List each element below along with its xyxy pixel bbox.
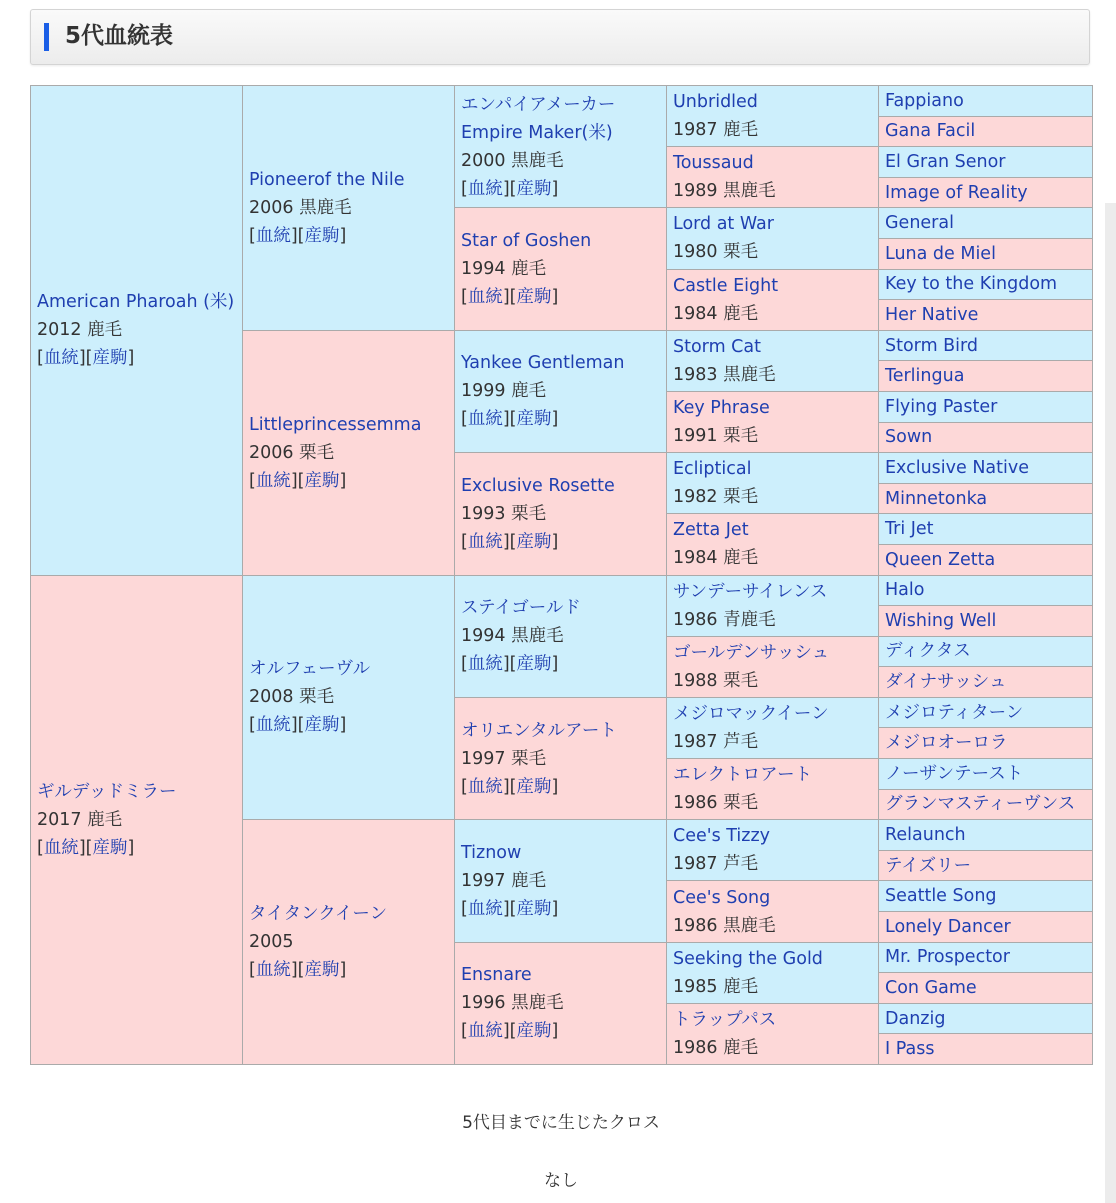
ancestor-name-link[interactable]: Cee's Song bbox=[673, 887, 771, 908]
ancestor-cell-gen5-12 bbox=[879, 453, 1093, 484]
ancestor-name-link[interactable]: El Gran Senor bbox=[885, 151, 1006, 172]
ancestor-name-link[interactable]: ステイゴールド bbox=[461, 598, 581, 619]
ancestor-name-link[interactable]: テイズリー bbox=[885, 855, 972, 876]
inbreeding-title: 5代目までに生じたクロス bbox=[462, 1113, 660, 1133]
ancestor-info: 1993 栗毛 bbox=[461, 503, 547, 524]
ancestor-info: 1994 黒鹿毛 bbox=[461, 626, 564, 647]
ancestor-name-link[interactable]: メジロオーロラ bbox=[885, 733, 1008, 754]
progeny-link[interactable]: 産駒 bbox=[516, 776, 552, 797]
ancestor-cell-gen2-3 bbox=[243, 820, 455, 1065]
pedigree-link[interactable]: 血統 bbox=[467, 178, 503, 199]
ancestor-info: 2005 bbox=[249, 932, 294, 953]
ancestor-name-link[interactable]: Seeking the Gold bbox=[673, 948, 823, 969]
ancestor-name-link[interactable]: Pioneerof the Nile bbox=[249, 169, 405, 190]
ancestor-cell-gen5-23 bbox=[879, 789, 1093, 820]
ancestor-name-link[interactable]: Key Phrase bbox=[673, 398, 770, 419]
ancestor-info: 1986 黒鹿毛 bbox=[673, 915, 776, 936]
ancestor-cell-gen5-1 bbox=[879, 116, 1093, 147]
progeny-link[interactable]: 産駒 bbox=[304, 225, 340, 246]
ancestor-links: [血統][産駒] bbox=[461, 287, 559, 308]
ancestor-cell-gen5-10 bbox=[879, 391, 1093, 422]
ancestor-name-link[interactable]: メジロマックイーン bbox=[673, 703, 829, 724]
section-title: 5代血統表 bbox=[65, 23, 174, 49]
ancestor-info: 1982 栗毛 bbox=[673, 487, 759, 508]
ancestor-name-link[interactable]: Sown bbox=[885, 427, 933, 448]
ancestor-info: 1996 黒鹿毛 bbox=[461, 993, 564, 1014]
ancestor-info: 1988 栗毛 bbox=[673, 670, 759, 691]
section-accent-bar bbox=[44, 23, 49, 51]
ancestor-info: 2008 栗毛 bbox=[249, 687, 335, 708]
ancestor-info: 2012 鹿毛 bbox=[37, 320, 123, 341]
ancestor-cell-gen5-17 bbox=[879, 606, 1093, 637]
ancestor-cell-gen3-0 bbox=[455, 86, 667, 208]
progeny-link[interactable]: 産駒 bbox=[516, 287, 552, 308]
ancestor-cell-gen2-2 bbox=[243, 575, 455, 820]
ancestor-cell-gen5-18 bbox=[879, 636, 1093, 667]
ancestor-name-link[interactable]: ゴールデンサッシュ bbox=[673, 642, 830, 663]
ancestor-cell-gen5-30 bbox=[879, 1003, 1093, 1034]
ancestor-links: [血統][産駒] bbox=[461, 898, 559, 919]
ancestor-cell-gen5-22 bbox=[879, 759, 1093, 790]
ancestor-name-link[interactable]: Key to the Kingdom bbox=[885, 274, 1058, 295]
ancestor-name-link[interactable]: American Pharoah (米) bbox=[37, 292, 235, 313]
pedigree-row bbox=[31, 575, 1093, 606]
pedigree-link[interactable]: 血統 bbox=[467, 409, 503, 430]
ancestor-info: 1983 黒鹿毛 bbox=[673, 364, 776, 385]
ancestor-cell-gen1-0 bbox=[31, 86, 243, 576]
ancestor-links: [血統][産駒] bbox=[461, 654, 559, 675]
ancestor-name-link[interactable]: ディクタス bbox=[885, 641, 971, 662]
pedigree-link[interactable]: 血統 bbox=[255, 225, 291, 246]
ancestor-name-link[interactable]: Relaunch bbox=[885, 825, 966, 846]
ancestor-links: [血統][産駒] bbox=[249, 715, 347, 736]
ancestor-info: 2000 黒鹿毛 bbox=[461, 150, 564, 171]
ancestor-cell-gen5-2 bbox=[879, 147, 1093, 178]
ancestor-name-link[interactable]: エレクトロアート bbox=[673, 765, 813, 786]
ancestor-name-link[interactable]: Fappiano bbox=[885, 90, 964, 111]
ancestor-info: 1986 栗毛 bbox=[673, 793, 759, 814]
ancestor-cell-gen5-26 bbox=[879, 881, 1093, 912]
pedigree-link[interactable]: 血統 bbox=[255, 960, 291, 981]
ancestor-name-link[interactable]: Flying Paster bbox=[885, 396, 998, 417]
ancestor-cell-gen4-11 bbox=[667, 759, 879, 820]
ancestor-name-link[interactable]: Zetta Jet bbox=[673, 520, 749, 541]
ancestor-name-link[interactable]: Toussaud bbox=[673, 153, 754, 174]
pedigree-link[interactable]: 血統 bbox=[43, 348, 79, 369]
ancestor-name-link[interactable]: エンパイアメーカー Empire Maker(米) bbox=[461, 94, 616, 143]
ancestor-name-link[interactable]: Storm Bird bbox=[885, 335, 979, 356]
pedigree-link[interactable]: 血統 bbox=[43, 837, 79, 858]
ancestor-links: [血統][産駒] bbox=[37, 348, 135, 369]
inbreeding-value: なし bbox=[544, 1171, 578, 1191]
progeny-link[interactable]: 産駒 bbox=[304, 470, 340, 491]
ancestor-name-link[interactable]: Ecliptical bbox=[673, 459, 752, 480]
progeny-link[interactable]: 産駒 bbox=[516, 654, 552, 675]
ancestor-name-link[interactable]: Littleprincessemma bbox=[249, 414, 422, 435]
ancestor-name-link[interactable]: ギルデッドミラー bbox=[37, 781, 177, 802]
ancestor-info: 1984 鹿毛 bbox=[673, 548, 759, 569]
scrollbar-track[interactable] bbox=[1105, 203, 1116, 1203]
ancestor-cell-gen5-24 bbox=[879, 820, 1093, 851]
ancestor-cell-gen2-1 bbox=[243, 330, 455, 575]
ancestor-name-link[interactable]: トラップパス bbox=[673, 1009, 777, 1030]
ancestor-name-link[interactable]: Cee's Tizzy bbox=[673, 826, 770, 847]
pedigree-link[interactable]: 血統 bbox=[467, 1021, 503, 1042]
pedigree-row bbox=[31, 86, 1093, 117]
ancestor-cell-gen3-3 bbox=[455, 453, 667, 575]
progeny-link[interactable]: 産駒 bbox=[516, 178, 552, 199]
ancestor-cell-gen5-27 bbox=[879, 912, 1093, 943]
ancestor-cell-gen4-13 bbox=[667, 881, 879, 942]
ancestor-name-link[interactable]: Queen Zetta bbox=[885, 549, 996, 570]
ancestor-cell-gen5-4 bbox=[879, 208, 1093, 239]
ancestor-info: 1997 鹿毛 bbox=[461, 870, 547, 891]
pedigree-table bbox=[30, 85, 1093, 1065]
ancestor-cell-gen4-12 bbox=[667, 820, 879, 881]
ancestor-name-link[interactable]: Ensnare bbox=[461, 965, 532, 986]
progeny-link[interactable]: 産駒 bbox=[516, 1021, 552, 1042]
ancestor-name-link[interactable]: Unbridled bbox=[673, 92, 758, 113]
ancestor-name-link[interactable]: Danzig bbox=[885, 1008, 946, 1029]
ancestor-info: 1986 鹿毛 bbox=[673, 1037, 759, 1058]
ancestor-name-link[interactable]: General bbox=[885, 213, 954, 234]
ancestor-links: [血統][産駒] bbox=[461, 1021, 559, 1042]
ancestor-cell-gen3-5 bbox=[455, 697, 667, 819]
ancestor-info: 1997 栗毛 bbox=[461, 748, 547, 769]
ancestor-cell-gen1-1 bbox=[31, 575, 243, 1065]
ancestor-links: [血統][産駒] bbox=[249, 470, 347, 491]
ancestor-name-link[interactable]: Her Native bbox=[885, 304, 979, 325]
ancestor-name-link[interactable]: グランマスティーヴンス bbox=[885, 794, 1076, 815]
ancestor-name-link[interactable]: Castle Eight bbox=[673, 275, 779, 296]
ancestor-cell-gen4-10 bbox=[667, 697, 879, 758]
ancestor-name-link[interactable]: Lonely Dancer bbox=[885, 916, 1011, 937]
ancestor-cell-gen5-19 bbox=[879, 667, 1093, 698]
ancestor-info: 1980 栗毛 bbox=[673, 242, 759, 263]
pedigree-link[interactable]: 血統 bbox=[467, 531, 503, 552]
ancestor-cell-gen3-6 bbox=[455, 820, 667, 942]
ancestor-cell-gen3-4 bbox=[455, 575, 667, 697]
ancestor-cell-gen4-15 bbox=[667, 1003, 879, 1064]
ancestor-name-link[interactable]: Seattle Song bbox=[885, 886, 997, 907]
ancestor-info: 1987 芦毛 bbox=[673, 854, 759, 875]
pedigree-link[interactable]: 血統 bbox=[255, 470, 291, 491]
ancestor-name-link[interactable]: Tri Jet bbox=[885, 519, 934, 540]
ancestor-cell-gen2-0 bbox=[243, 86, 455, 331]
ancestor-cell-gen5-21 bbox=[879, 728, 1093, 759]
pedigree-link[interactable]: 血統 bbox=[467, 654, 503, 675]
ancestor-cell-gen4-4 bbox=[667, 330, 879, 391]
ancestor-info: 1989 黒鹿毛 bbox=[673, 181, 776, 202]
ancestor-cell-gen4-8 bbox=[667, 575, 879, 636]
pedigree-link[interactable]: 血統 bbox=[467, 776, 503, 797]
progeny-link[interactable]: 産駒 bbox=[516, 531, 552, 552]
ancestor-cell-gen4-5 bbox=[667, 391, 879, 452]
ancestor-cell-gen5-28 bbox=[879, 942, 1093, 973]
ancestor-cell-gen5-25 bbox=[879, 850, 1093, 881]
ancestor-links: [血統][産駒] bbox=[461, 531, 559, 552]
ancestor-links: [血統][産駒] bbox=[249, 960, 347, 981]
ancestor-cell-gen5-31 bbox=[879, 1034, 1093, 1065]
ancestor-name-link[interactable]: I Pass bbox=[885, 1039, 935, 1060]
ancestor-name-link[interactable]: Storm Cat bbox=[673, 336, 761, 357]
ancestor-cell-gen5-29 bbox=[879, 973, 1093, 1004]
ancestor-info: 1987 芦毛 bbox=[673, 731, 759, 752]
ancestor-info: 2006 栗毛 bbox=[249, 442, 335, 463]
ancestor-cell-gen5-13 bbox=[879, 483, 1093, 514]
ancestor-cell-gen4-2 bbox=[667, 208, 879, 269]
ancestor-links: [血統][産駒] bbox=[461, 776, 559, 797]
ancestor-cell-gen5-0 bbox=[879, 86, 1093, 117]
ancestor-info: 2017 鹿毛 bbox=[37, 809, 123, 830]
ancestor-cell-gen3-1 bbox=[455, 208, 667, 330]
progeny-link[interactable]: 産駒 bbox=[304, 960, 340, 981]
ancestor-cell-gen5-3 bbox=[879, 177, 1093, 208]
ancestor-cell-gen4-14 bbox=[667, 942, 879, 1003]
ancestor-cell-gen5-9 bbox=[879, 361, 1093, 392]
pedigree-link[interactable]: 血統 bbox=[467, 898, 503, 919]
ancestor-info: 2006 黒鹿毛 bbox=[249, 197, 352, 218]
section-header bbox=[30, 9, 1090, 65]
ancestor-info: 1991 栗毛 bbox=[673, 426, 759, 447]
ancestor-cell-gen4-1 bbox=[667, 147, 879, 208]
progeny-link[interactable]: 産駒 bbox=[516, 898, 552, 919]
ancestor-info: 1984 鹿毛 bbox=[673, 303, 759, 324]
ancestor-cell-gen3-7 bbox=[455, 942, 667, 1064]
ancestor-name-link[interactable]: ノーザンテースト bbox=[885, 763, 1024, 784]
ancestor-info: 1986 青鹿毛 bbox=[673, 609, 776, 630]
ancestor-name-link[interactable]: Star of Goshen bbox=[461, 231, 592, 252]
progeny-link[interactable]: 産駒 bbox=[92, 348, 128, 369]
ancestor-cell-gen5-15 bbox=[879, 544, 1093, 575]
ancestor-name-link[interactable]: Terlingua bbox=[885, 366, 965, 387]
ancestor-info: 1987 鹿毛 bbox=[673, 120, 759, 141]
ancestor-name-link[interactable]: Lord at War bbox=[673, 214, 774, 235]
ancestor-name-link[interactable]: Minnetonka bbox=[885, 488, 988, 509]
ancestor-cell-gen4-3 bbox=[667, 269, 879, 330]
ancestor-name-link[interactable]: ダイナサッシュ bbox=[885, 672, 1007, 693]
ancestor-links: [血統][産駒] bbox=[37, 837, 135, 858]
ancestor-name-link[interactable]: Luna de Miel bbox=[885, 243, 996, 264]
ancestor-cell-gen3-2 bbox=[455, 330, 667, 452]
ancestor-cell-gen5-8 bbox=[879, 330, 1093, 361]
ancestor-name-link[interactable]: Exclusive Rosette bbox=[461, 475, 615, 496]
ancestor-name-link[interactable]: タイタンクイーン bbox=[249, 904, 388, 925]
ancestor-name-link[interactable]: Con Game bbox=[885, 978, 977, 999]
progeny-link[interactable]: 産駒 bbox=[516, 409, 552, 430]
ancestor-name-link[interactable]: Exclusive Native bbox=[885, 457, 1030, 478]
ancestor-name-link[interactable]: Gana Facil bbox=[885, 121, 976, 142]
ancestor-info: 1994 鹿毛 bbox=[461, 259, 547, 280]
ancestor-info: 1985 鹿毛 bbox=[673, 976, 759, 997]
ancestor-name-link[interactable]: Halo bbox=[885, 580, 925, 601]
ancestor-cell-gen5-14 bbox=[879, 514, 1093, 545]
pedigree-link[interactable]: 血統 bbox=[467, 287, 503, 308]
ancestor-cell-gen5-11 bbox=[879, 422, 1093, 453]
ancestor-cell-gen5-6 bbox=[879, 269, 1093, 300]
ancestor-cell-gen4-6 bbox=[667, 453, 879, 514]
ancestor-name-link[interactable]: Tiznow bbox=[461, 842, 522, 863]
progeny-link[interactable]: 産駒 bbox=[92, 837, 128, 858]
ancestor-cell-gen5-5 bbox=[879, 238, 1093, 269]
ancestor-name-link[interactable]: オリエンタルアート bbox=[461, 720, 617, 741]
ancestor-cell-gen5-16 bbox=[879, 575, 1093, 606]
pedigree-link[interactable]: 血統 bbox=[255, 715, 291, 736]
ancestor-name-link[interactable]: Wishing Well bbox=[885, 610, 997, 631]
ancestor-name-link[interactable]: メジロティターン bbox=[885, 702, 1024, 723]
ancestor-cell-gen5-7 bbox=[879, 300, 1093, 331]
ancestor-cell-gen4-9 bbox=[667, 636, 879, 697]
progeny-link[interactable]: 産駒 bbox=[304, 715, 340, 736]
ancestor-links: [血統][産駒] bbox=[461, 178, 559, 199]
ancestor-name-link[interactable]: Image of Reality bbox=[885, 182, 1028, 203]
ancestor-links: [血統][産駒] bbox=[461, 409, 559, 430]
ancestor-cell-gen4-0 bbox=[667, 86, 879, 147]
ancestor-cell-gen5-20 bbox=[879, 697, 1093, 728]
ancestor-name-link[interactable]: Mr. Prospector bbox=[885, 947, 1010, 968]
ancestor-cell-gen4-7 bbox=[667, 514, 879, 575]
ancestor-name-link[interactable]: オルフェーヴル bbox=[249, 659, 371, 680]
ancestor-links: [血統][産駒] bbox=[249, 225, 347, 246]
ancestor-name-link[interactable]: Yankee Gentleman bbox=[461, 353, 625, 374]
ancestor-info: 1999 鹿毛 bbox=[461, 381, 547, 402]
ancestor-name-link[interactable]: サンデーサイレンス bbox=[673, 581, 828, 602]
